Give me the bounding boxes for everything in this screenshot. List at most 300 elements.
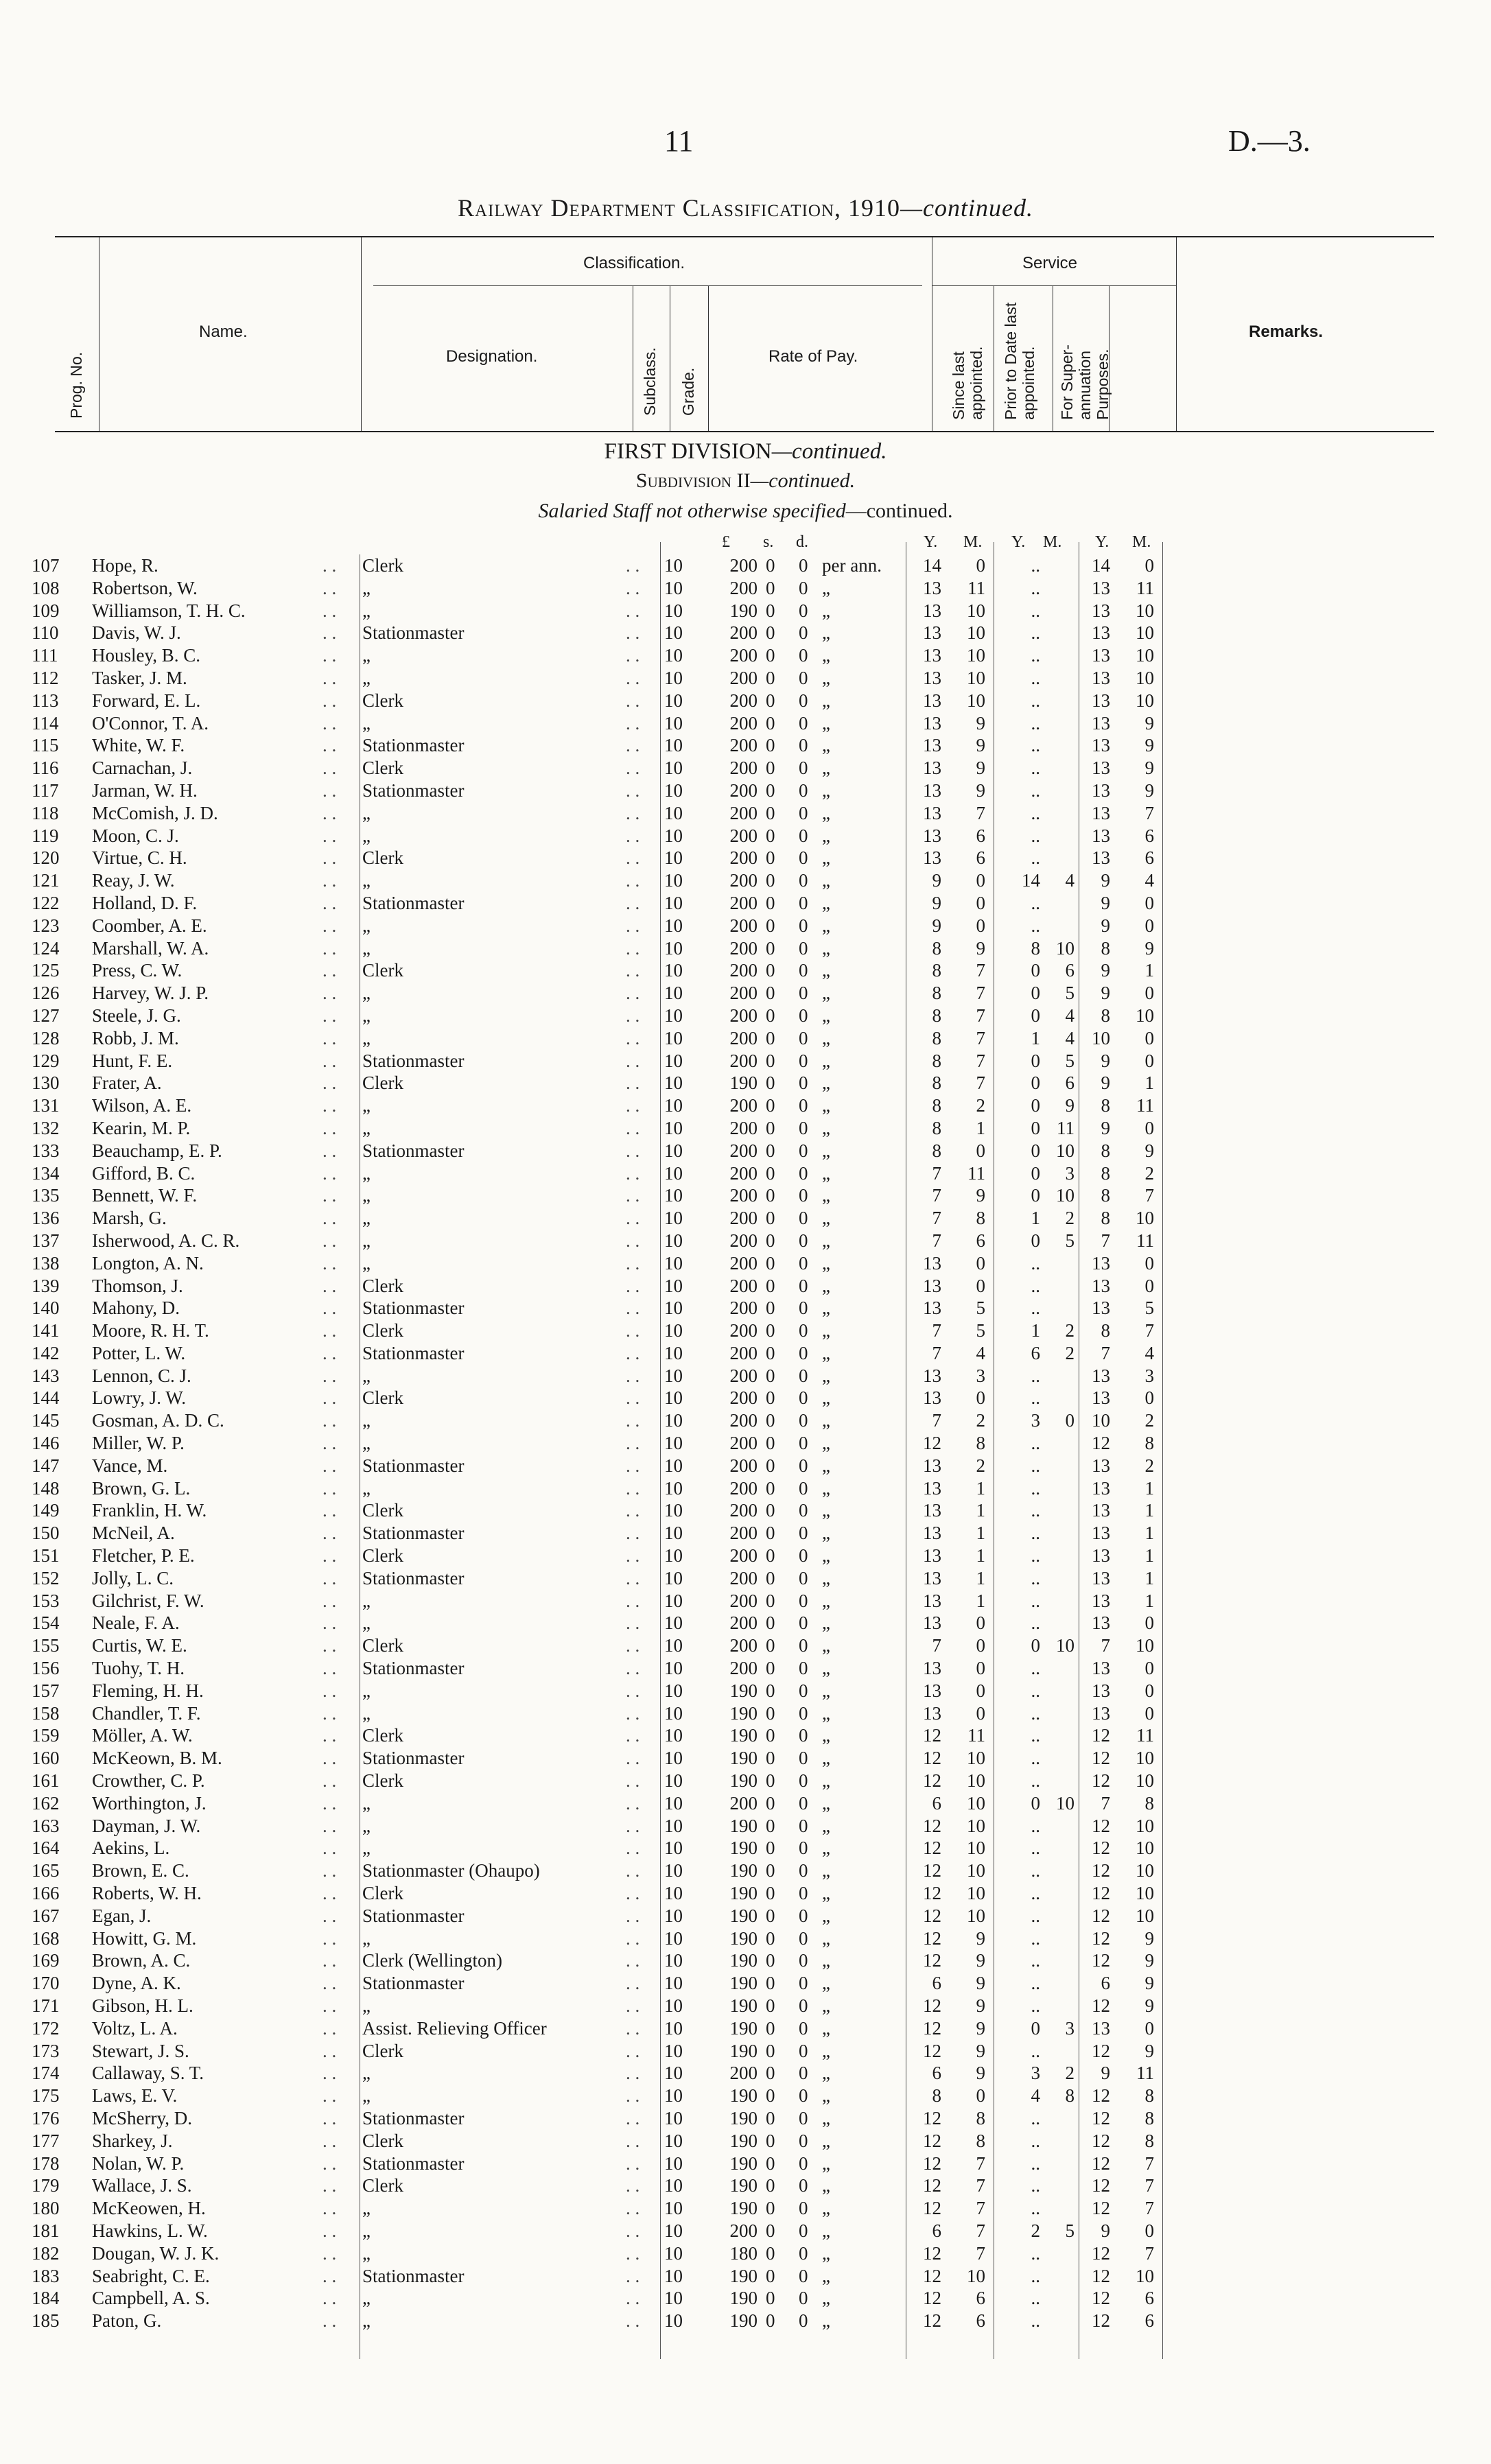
- classification-header: Classification.: [583, 254, 685, 272]
- leader-dots: . .: [322, 1748, 337, 1769]
- super-months: 0: [1144, 1252, 1154, 1274]
- prog-no: 140: [32, 1298, 60, 1319]
- designation: „: [362, 1995, 371, 2016]
- pay-pence: 0: [799, 1208, 808, 1229]
- super-months: 6: [1144, 847, 1154, 869]
- leader-dots: . .: [626, 937, 640, 959]
- leader-dots: . .: [626, 2130, 640, 2151]
- prior-months: 3: [1065, 1162, 1075, 1184]
- designation: Clerk: [362, 2040, 403, 2061]
- super-years: 13: [1092, 1387, 1110, 1409]
- prior-months: 4: [1065, 1027, 1075, 1048]
- since-months: 10: [967, 1792, 985, 1814]
- since-years: 13: [923, 1500, 941, 1521]
- subclass: 10: [664, 2220, 683, 2241]
- since-months: 7: [976, 1027, 985, 1048]
- designation: Clerk: [362, 1725, 403, 1746]
- prior-months: 5: [1065, 2220, 1075, 2241]
- table-row: [0, 1612, 1491, 1634]
- pay-unit: „: [822, 1680, 830, 1701]
- table-row: [0, 1162, 1491, 1185]
- super-months: 2: [1144, 1162, 1154, 1184]
- pay-unit: „: [822, 870, 830, 891]
- pay-unit: „: [822, 1590, 830, 1611]
- pay-unit: „: [822, 1567, 830, 1588]
- leader-dots: . .: [322, 1208, 337, 1229]
- staff-name: Lowry, J. W.: [92, 1387, 187, 1409]
- since-years: 12: [923, 1883, 941, 1904]
- since-months: 6: [976, 847, 985, 869]
- leader-dots: . .: [626, 960, 640, 981]
- leader-dots: . .: [626, 2220, 640, 2241]
- table-row: [0, 622, 1491, 644]
- pay-unit: „: [822, 1140, 830, 1161]
- prog-no: 128: [32, 1027, 60, 1048]
- pay-pence: 0: [799, 1545, 808, 1567]
- since-months: 7: [976, 1005, 985, 1026]
- leader-dots: . .: [626, 1523, 640, 1544]
- leader-dots: . .: [322, 2017, 337, 2039]
- pay-pounds: 200: [729, 1320, 758, 1341]
- pay-shillings: 0: [766, 1298, 775, 1319]
- since-months: 6: [976, 2310, 985, 2332]
- since-months: 0: [976, 1252, 985, 1274]
- staff-name: Press, C. W.: [92, 960, 183, 981]
- prior-months: 4: [1065, 870, 1075, 891]
- super-years: 13: [1092, 2017, 1110, 2039]
- table-row: [0, 825, 1491, 847]
- super-months: 0: [1144, 1612, 1154, 1634]
- prog-no: 123: [32, 915, 60, 936]
- since-years: 8: [932, 983, 941, 1004]
- title-continued: —continued.: [900, 194, 1033, 222]
- leader-dots: . .: [626, 2265, 640, 2286]
- leader-dots: . .: [322, 2175, 337, 2196]
- prior-years-unit: Y.: [1011, 533, 1026, 551]
- leader-dots: . .: [626, 712, 640, 734]
- pay-pence: 0: [799, 1095, 808, 1116]
- designation: „: [362, 1433, 371, 1454]
- since-years: 9: [932, 915, 941, 936]
- since-years: 9: [932, 892, 941, 913]
- designation: Stationmaster: [362, 735, 465, 756]
- since-years: 12: [923, 2310, 941, 2332]
- designation: Stationmaster: [362, 622, 465, 644]
- prior-years: 0: [1031, 1792, 1040, 1814]
- super-months: 0: [1144, 555, 1154, 576]
- prior-years: 2: [1031, 2220, 1040, 2241]
- since-months: 1: [976, 1567, 985, 1588]
- table-row: [0, 1972, 1491, 1995]
- leader-dots: . .: [322, 2265, 337, 2286]
- pay-pence: 0: [799, 2130, 808, 2151]
- since-years: 6: [932, 1792, 941, 1814]
- designation: Clerk: [362, 690, 403, 711]
- designation: „: [362, 915, 371, 936]
- leader-dots: . .: [322, 960, 337, 981]
- super-years: 8: [1101, 1208, 1110, 1229]
- table-row: [0, 1995, 1491, 2017]
- subclass: 10: [664, 735, 683, 756]
- pay-pence: 0: [799, 1950, 808, 1971]
- pay-unit: „: [822, 937, 830, 959]
- subclass: 10: [664, 779, 683, 801]
- pay-unit: „: [822, 1298, 830, 1319]
- table-row: [0, 1072, 1491, 1094]
- leader-dots: . .: [322, 1117, 337, 1138]
- prior-years: 0: [1031, 1162, 1040, 1184]
- since-years: 8: [932, 1005, 941, 1026]
- pay-pounds: 200: [729, 1658, 758, 1679]
- leader-dots: . .: [626, 1702, 640, 1724]
- subclass: 10: [664, 1612, 683, 1634]
- table-row: [0, 1027, 1491, 1050]
- staff-name: Stewart, J. S.: [92, 2040, 189, 2061]
- prog-no: 154: [32, 1612, 60, 1634]
- pay-pounds: 200: [729, 1140, 758, 1161]
- designation: „: [362, 1590, 371, 1611]
- subclass: 10: [664, 577, 683, 598]
- super-months: 1: [1144, 1567, 1154, 1588]
- since-months: 9: [976, 1185, 985, 1206]
- designation: Stationmaster: [362, 1748, 465, 1769]
- leader-dots: . .: [626, 870, 640, 891]
- pay-pence: 0: [799, 2017, 808, 2039]
- pay-unit: „: [822, 1973, 830, 1994]
- pay-shillings: 0: [766, 2242, 775, 2264]
- pay-shillings: 0: [766, 1770, 775, 1792]
- prior-years: ..: [1031, 2040, 1040, 2061]
- table-row: [0, 779, 1491, 802]
- pay-pence: 0: [799, 1455, 808, 1476]
- leader-dots: . .: [626, 1927, 640, 1949]
- prior-months: 9: [1065, 1095, 1075, 1116]
- since-years: 13: [923, 1612, 941, 1634]
- pay-pounds: 200: [729, 1387, 758, 1409]
- prog-no: 172: [32, 2017, 60, 2039]
- pay-pounds: 200: [729, 1792, 758, 1814]
- super-years: 12: [1092, 1770, 1110, 1792]
- leader-dots: . .: [626, 915, 640, 936]
- since-years: 8: [932, 1095, 941, 1116]
- pay-pounds: 200: [729, 1455, 758, 1476]
- super-years: 12: [1092, 2310, 1110, 2332]
- prior-years: ..: [1031, 1298, 1040, 1319]
- super-years: 13: [1092, 690, 1110, 711]
- leader-dots: . .: [322, 2085, 337, 2107]
- since-years: 12: [923, 2152, 941, 2174]
- table-row: [0, 1499, 1491, 1522]
- super-years: 13: [1092, 735, 1110, 756]
- pay-pence: 0: [799, 2107, 808, 2128]
- designation: „: [362, 1680, 371, 1701]
- super-years-unit: Y.: [1095, 533, 1110, 551]
- since-months: 10: [967, 1815, 985, 1836]
- prog-no: 143: [32, 1365, 60, 1386]
- since-years: 12: [923, 2198, 941, 2219]
- leader-dots: . .: [626, 1838, 640, 1859]
- super-years: 8: [1101, 1320, 1110, 1341]
- super-months: 11: [1136, 1725, 1154, 1746]
- designation: Clerk: [362, 1387, 403, 1409]
- prog-no: 119: [32, 825, 59, 846]
- subclass: 10: [664, 847, 683, 869]
- table-row: [0, 1949, 1491, 1972]
- designation: „: [362, 802, 371, 823]
- subclass: 10: [664, 1860, 683, 1881]
- leader-dots: . .: [626, 1950, 640, 1971]
- pay-unit: „: [822, 1185, 830, 1206]
- prior-years: 1: [1031, 1027, 1040, 1048]
- pay-shillings: 0: [766, 1545, 775, 1567]
- pay-pence: 0: [799, 847, 808, 869]
- pay-pence: 0: [799, 1298, 808, 1319]
- pay-pence: 0: [799, 1005, 808, 1026]
- super-months: 1: [1144, 1545, 1154, 1567]
- since-months: 7: [976, 2175, 985, 2196]
- leader-dots: . .: [322, 2242, 337, 2264]
- super-months: 7: [1144, 802, 1154, 823]
- designation: „: [362, 825, 371, 846]
- pay-shillings: 0: [766, 735, 775, 756]
- pay-shillings: 0: [766, 1567, 775, 1588]
- designation: „: [362, 1005, 371, 1026]
- pay-pounds: 200: [729, 825, 758, 846]
- super-years: 13: [1092, 1252, 1110, 1274]
- staff-name: Longton, A. N.: [92, 1252, 204, 1274]
- pay-pounds: 200: [729, 1252, 758, 1274]
- pay-pence: 0: [799, 1252, 808, 1274]
- since-months: 7: [976, 2152, 985, 2174]
- leader-dots: . .: [626, 1410, 640, 1431]
- super-months: 7: [1144, 2152, 1154, 2174]
- super-years: 12: [1092, 2107, 1110, 2128]
- prog-no: 173: [32, 2040, 60, 2061]
- staff-name: Carnachan, J.: [92, 758, 193, 779]
- prior-years: ..: [1031, 2310, 1040, 2332]
- pay-shillings: 0: [766, 1680, 775, 1701]
- pay-shillings: 0: [766, 1950, 775, 1971]
- staff-name: Seabright, C. E.: [92, 2265, 210, 2286]
- leader-dots: . .: [322, 1995, 337, 2016]
- pay-pence: 0: [799, 1725, 808, 1746]
- staff-name: Robb, J. M.: [92, 1027, 179, 1048]
- prior-years: 0: [1031, 1117, 1040, 1138]
- leader-dots: . .: [626, 555, 640, 576]
- pay-pence: 0: [799, 1883, 808, 1904]
- staff-name: Steele, J. G.: [92, 1005, 181, 1026]
- prior-years: 0: [1031, 1050, 1040, 1071]
- staff-name: Gifford, B. C.: [92, 1162, 196, 1184]
- pay-pounds: 200: [729, 937, 758, 959]
- pay-pounds: 200: [729, 1410, 758, 1431]
- table-row: [0, 1094, 1491, 1117]
- leader-dots: . .: [322, 1905, 337, 1926]
- staff-name: Hawkins, L. W.: [92, 2220, 208, 2241]
- leader-dots: . .: [322, 1185, 337, 1206]
- subclass: 10: [664, 1162, 683, 1184]
- remarks-header: Remarks.: [1249, 322, 1324, 341]
- leader-dots: . .: [322, 802, 337, 823]
- leader-dots: . .: [626, 2107, 640, 2128]
- prior-years: ..: [1031, 712, 1040, 734]
- super-months: 9: [1144, 735, 1154, 756]
- pay-unit: „: [822, 1095, 830, 1116]
- designation: Clerk: [362, 1545, 403, 1567]
- since-months: 7: [976, 1050, 985, 1071]
- prog-no: 176: [32, 2107, 60, 2128]
- designation: Clerk: [362, 555, 403, 576]
- leader-dots: . .: [322, 2152, 337, 2174]
- pay-unit: „: [822, 2220, 830, 2241]
- designation: Stationmaster: [362, 1658, 465, 1679]
- prog-no: 164: [32, 1838, 60, 1859]
- pay-shillings: 0: [766, 2040, 775, 2061]
- subclass: 10: [664, 645, 683, 666]
- table-row: [0, 1927, 1491, 1950]
- prog-no: 161: [32, 1770, 60, 1792]
- subclass: 10: [664, 1387, 683, 1409]
- staff-name: Marshall, W. A.: [92, 937, 209, 959]
- pay-shillings: 0: [766, 2107, 775, 2128]
- leader-dots: . .: [322, 1072, 337, 1094]
- designation: Clerk (Wellington): [362, 1950, 503, 1971]
- prior-years: ..: [1031, 1433, 1040, 1454]
- leader-dots: . .: [322, 735, 337, 756]
- super-years: 13: [1092, 1523, 1110, 1544]
- staff-name: Gibson, H. L.: [92, 1995, 193, 2016]
- subclass: 10: [664, 2152, 683, 2174]
- super-months: 10: [1136, 1860, 1154, 1881]
- pay-unit: „: [822, 645, 830, 666]
- leader-dots: . .: [322, 1342, 337, 1363]
- subclass: 10: [664, 1477, 683, 1499]
- designation: „: [362, 1095, 371, 1116]
- super-months: 1: [1144, 1500, 1154, 1521]
- pay-shillings: 0: [766, 2265, 775, 2286]
- prog-no: 141: [32, 1320, 60, 1341]
- super-months: 0: [1144, 915, 1154, 936]
- super-months: 9: [1144, 1973, 1154, 1994]
- staff-name: Beauchamp, E. P.: [92, 1140, 222, 1161]
- table-row: [0, 1567, 1491, 1590]
- super-years: 12: [1092, 1860, 1110, 1881]
- designation: Clerk: [362, 2130, 403, 2151]
- pay-unit: „: [822, 1612, 830, 1634]
- prog-no: 155: [32, 1635, 60, 1656]
- designation: Stationmaster: [362, 1455, 465, 1476]
- since-years: 12: [923, 1950, 941, 1971]
- super-months: 9: [1144, 1995, 1154, 2016]
- leader-dots: . .: [322, 645, 337, 666]
- since-years: 13: [923, 779, 941, 801]
- since-years: 13: [923, 712, 941, 734]
- pay-shillings: 0: [766, 1883, 775, 1904]
- super-months: 4: [1144, 1342, 1154, 1363]
- subclass: 10: [664, 555, 683, 576]
- prior-months: 11: [1057, 1117, 1075, 1138]
- since-months: 0: [976, 1702, 985, 1724]
- since-months: 9: [976, 758, 985, 779]
- prior-years: ..: [1031, 600, 1040, 621]
- staff-name: Brown, E. C.: [92, 1860, 189, 1881]
- since-years: 7: [932, 1410, 941, 1431]
- prior-years: ..: [1031, 1838, 1040, 1859]
- table-row: [0, 1050, 1491, 1072]
- pay-pounds: 190: [729, 1950, 758, 1971]
- super-years: 13: [1092, 847, 1110, 869]
- pay-shillings: 0: [766, 712, 775, 734]
- subclass: 10: [664, 1455, 683, 1476]
- since-months: 0: [976, 870, 985, 891]
- table-row: [0, 2062, 1491, 2085]
- super-years: 10: [1092, 1410, 1110, 1431]
- pay-pence: 0: [799, 1433, 808, 1454]
- prior-years: 0: [1031, 1635, 1040, 1656]
- since-years: 8: [932, 2085, 941, 2107]
- staff-name: McKeown, B. M.: [92, 1748, 222, 1769]
- pay-pence: 0: [799, 1320, 808, 1341]
- prog-no: 124: [32, 937, 60, 959]
- prog-no: 184: [32, 2288, 60, 2309]
- subdivision-continued: —continued.: [750, 469, 856, 492]
- super-months: 0: [1144, 892, 1154, 913]
- table-row: [0, 2130, 1491, 2152]
- pay-pence: 0: [799, 2063, 808, 2084]
- leader-dots: . .: [626, 1387, 640, 1409]
- since-years: 12: [923, 2242, 941, 2264]
- since-months: 1: [976, 1500, 985, 1521]
- subdivision-name: Subdivision II: [635, 469, 751, 492]
- prior-years: ..: [1031, 555, 1040, 576]
- prior-years: ..: [1031, 1500, 1040, 1521]
- subclass: 10: [664, 758, 683, 779]
- pay-unit: „: [822, 1500, 830, 1521]
- pay-shillings: 0: [766, 2017, 775, 2039]
- since-months: 11: [967, 1162, 985, 1184]
- leader-dots: . .: [626, 1117, 640, 1138]
- designation: „: [362, 1792, 371, 1814]
- super-years: 12: [1092, 2040, 1110, 2061]
- staff-name: Franklin, H. W.: [92, 1500, 207, 1521]
- pay-pence: 0: [799, 1658, 808, 1679]
- super-months: 8: [1144, 1792, 1154, 1814]
- super-months: 10: [1136, 1005, 1154, 1026]
- pay-unit: „: [822, 1477, 830, 1499]
- table-row: [0, 1657, 1491, 1680]
- prior-years: 6: [1031, 1342, 1040, 1363]
- subclass: 10: [664, 2242, 683, 2264]
- pay-unit: „: [822, 1252, 830, 1274]
- table-row: [0, 667, 1491, 690]
- super-years: 9: [1101, 915, 1110, 936]
- staff-name: Lennon, C. J.: [92, 1365, 191, 1386]
- leader-dots: . .: [626, 1815, 640, 1836]
- since-years: 14: [923, 555, 941, 576]
- pay-pounds: 200: [729, 1275, 758, 1296]
- subclass: 10: [664, 1567, 683, 1588]
- super-years: 13: [1092, 1702, 1110, 1724]
- pay-pence: 0: [799, 1342, 808, 1363]
- pay-pence: 0: [799, 825, 808, 846]
- since-months: 9: [976, 1995, 985, 2016]
- pay-unit: „: [822, 2130, 830, 2151]
- designation: „: [362, 577, 371, 598]
- prog-no: 153: [32, 1590, 60, 1611]
- prog-no: 138: [32, 1252, 60, 1274]
- page-title: [0, 193, 1491, 222]
- pay-pounds: 200: [729, 1500, 758, 1521]
